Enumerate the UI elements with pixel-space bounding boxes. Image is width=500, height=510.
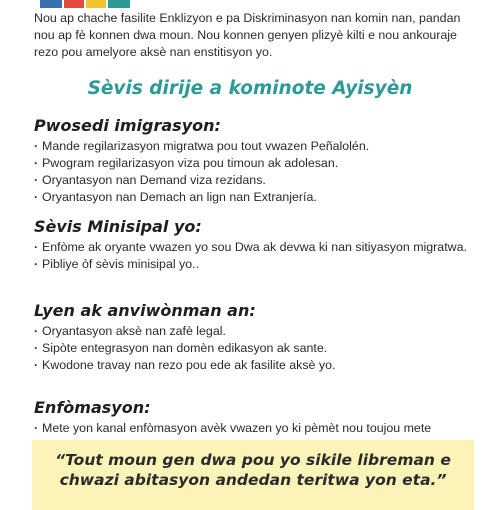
decorative-banner <box>40 0 130 8</box>
list-item: · Pibliye òf sèvis minisipal yo.. <box>34 256 474 273</box>
banner-stripe <box>108 0 130 8</box>
banner-stripe <box>86 0 106 8</box>
list-item: · Sipòte entegrasyon nan domèn edikasyon ak sante. <box>34 340 474 357</box>
section-municipal-services <box>34 217 474 273</box>
list-item: · Oryantasyon nan Demand viza rezidans. <box>34 172 474 189</box>
section-immigration <box>34 116 474 206</box>
intro-paragraph: Nou ap chache fasilite Enklizyon e pa Diskriminasyon nan komin nan, pandan nou ap fè konnen dwa moun. Nou konnen genyen plizyè kilti e nou ankouraje rezo pou amelyore aksè nan enstitisyon yo. <box>34 11 461 59</box>
section-title: Sèvis Minisipal yo: <box>34 217 202 236</box>
list-item: · Kwodone travay nan rezo pou ede ak fasilite aksè yo. <box>34 357 474 374</box>
section-title: Lyen ak anviwònman an: <box>34 301 256 320</box>
rights-quote: “Tout moun gen dwa pou yo sikile libreman e chwazi abitasyon andedan teritwa yon eta.” <box>55 451 451 489</box>
section-title: Pwosedi imigrasyon: <box>34 116 221 135</box>
list-item: · Oryantasyon nan Demach an lign nan Extranjería. <box>34 189 474 206</box>
banner-stripe <box>40 0 62 8</box>
bullet-list <box>34 239 474 273</box>
bullet-list <box>34 323 474 374</box>
list-item: · Mande regilarizasyon migratwa pou tout vwazen Peñalolén. <box>34 138 474 155</box>
banner-stripe <box>64 0 84 8</box>
services-heading: Sèvis dirije a kominote Ayisyèn <box>87 78 413 99</box>
list-item: · Oryantasyon aksè nan zafè legal. <box>34 323 474 340</box>
section-title: Enfòmasyon: <box>34 398 151 417</box>
list-item: · Enfòme ak oryante vwazen yo sou Dwa ak devwa ki nan sitiyasyon migratwa. <box>34 239 474 256</box>
list-item: · Mete yon kanal enfòmasyon avèk vwazen yo ki pèmèt nou toujou mete <box>34 420 474 454</box>
list-item: · Pwogram regilarizasyon viza pou timoun ak adolesan. <box>34 155 474 172</box>
section-links-environment <box>34 301 474 374</box>
bullet-list <box>34 138 474 206</box>
